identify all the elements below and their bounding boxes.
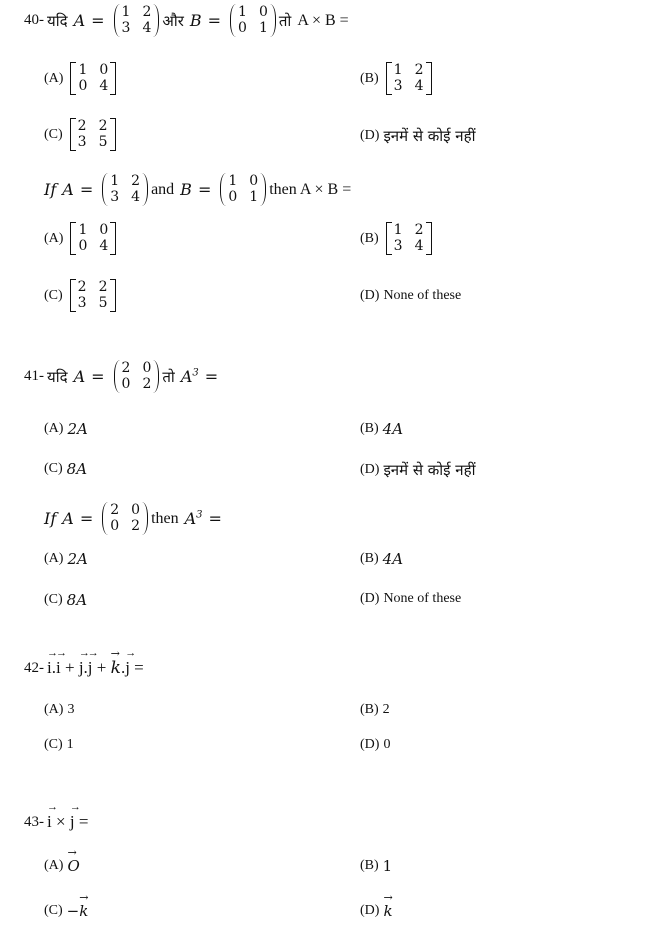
q41-option-a[interactable] (44, 420, 88, 438)
matrix-entry: 4 (99, 78, 109, 94)
q41-en-option-d[interactable] (360, 591, 461, 607)
matrix-body (108, 173, 142, 206)
option-label: (D) (360, 462, 380, 477)
question-number: 43- (24, 813, 44, 830)
matrix-entry: 3 (121, 20, 131, 36)
option-text: 1 (66, 737, 74, 752)
matrix-entry: 1 (393, 62, 403, 78)
hindi-then: तो (162, 367, 175, 386)
option-text: None of these (383, 591, 462, 606)
matrix-entry: 2 (131, 518, 141, 534)
matrix-entry: 1 (249, 189, 259, 205)
option-label: (D) (360, 288, 380, 303)
option-label: (C) (44, 903, 63, 918)
matrix-entry: 2 (414, 62, 424, 78)
option-label: (A) (44, 230, 64, 246)
question-number: 40- (24, 12, 44, 28)
matrix-entry: 0 (121, 376, 131, 392)
matrix-entry: 4 (99, 238, 109, 254)
question-number: 42- (24, 659, 44, 676)
matrix-entry: 1 (258, 20, 268, 36)
q40-en-option-d[interactable] (360, 288, 461, 304)
q40-en-option-a[interactable] (44, 222, 119, 255)
option-text: 8A (66, 460, 88, 478)
matrix-body (226, 173, 260, 206)
matrix-entry: 2 (131, 173, 141, 189)
q42-option-a[interactable] (44, 702, 74, 718)
matrix-entry: 0 (142, 360, 152, 376)
en-then: then (151, 509, 179, 527)
matrix-body (392, 222, 426, 255)
matrix-entry: 0 (78, 238, 88, 254)
var-a: A (73, 11, 86, 30)
q43-option-b[interactable] (360, 857, 392, 875)
option-text: इनमें से कोई नहीं (383, 127, 476, 145)
q40-en-option-b[interactable] (360, 222, 435, 255)
matrix-body (76, 118, 110, 151)
option-matrix (70, 118, 116, 151)
option-label: (D) (360, 903, 380, 918)
option-label: (B) (360, 551, 379, 566)
hindi-if: यदि (47, 367, 68, 386)
var-b: B (180, 180, 192, 199)
option-label: (D) (360, 591, 380, 606)
option-label: (A) (44, 421, 64, 436)
matrix-entry: 3 (77, 295, 87, 311)
option-text: 2A (67, 550, 88, 568)
option-label: (B) (360, 858, 379, 873)
option-label: (B) (360, 230, 379, 246)
option-label: (A) (44, 702, 64, 717)
option-label: (C) (44, 592, 63, 607)
matrix-b (220, 173, 266, 206)
matrix-b (230, 4, 276, 37)
option-text: 1 (382, 857, 393, 875)
a-cubed: $A^3$ (180, 367, 199, 386)
var-a: A (62, 509, 74, 528)
matrix-entry: 5 (98, 134, 108, 150)
option-matrix (70, 222, 116, 255)
q42-option-c[interactable] (44, 737, 74, 753)
matrix-entry: 1 (393, 222, 403, 238)
var-a: A (73, 367, 86, 386)
option-text: → k (383, 902, 392, 920)
matrix-entry: 3 (110, 189, 120, 205)
option-label: (D) (360, 128, 380, 143)
matrix-entry: 4 (142, 20, 152, 36)
matrix-entry: 0 (99, 222, 109, 238)
option-matrix (386, 62, 432, 95)
q43-option-a[interactable] (44, 857, 80, 875)
matrix-entry: 0 (258, 4, 268, 20)
matrix-body (76, 222, 110, 255)
matrix-entry: 0 (78, 78, 88, 94)
var-b: B (189, 11, 202, 30)
matrix-a (114, 360, 160, 393)
matrix-entry: 2 (77, 279, 87, 295)
matrix-entry: 0 (249, 173, 259, 189)
option-text: 3 (67, 702, 75, 717)
matrix-entry: 4 (414, 238, 424, 254)
matrix-entry: 0 (99, 62, 109, 78)
q41-en-option-a[interactable] (44, 550, 88, 568)
matrix-entry: 0 (238, 20, 247, 36)
matrix-entry: 2 (77, 118, 87, 134)
q40-english-stem: If A = 1 2 3 4 and B = 1 0 0 1 then A × B = (44, 173, 352, 205)
option-text: इनमें से कोई नहीं (383, 461, 476, 479)
q43-expression: → i × → j = (47, 812, 88, 832)
q42-option-d[interactable] (360, 737, 390, 753)
matrix-entry: 2 (414, 222, 424, 238)
q41-en-option-c[interactable] (44, 591, 87, 609)
matrix-entry: 1 (110, 173, 120, 189)
question-number: 41- (24, 368, 44, 384)
option-label: (C) (44, 461, 63, 476)
q40-hindi-stem: 40- यदि A = 1 2 3 4 और B = 1 0 0 1 तो A × B = (24, 4, 349, 36)
matrix-entry: 1 (228, 173, 238, 189)
hindi-and: और (162, 11, 184, 30)
q41-en-option-b[interactable] (360, 550, 403, 568)
option-label: (A) (44, 70, 64, 86)
matrix-entry: 1 (121, 4, 131, 20)
option-label: (C) (44, 126, 63, 142)
matrix-entry: 2 (110, 502, 120, 518)
q43-option-c[interactable] (44, 902, 88, 920)
matrix-entry: 2 (98, 118, 108, 134)
q41-english-stem: If A = 2 0 0 2 then $A^3$ = (44, 502, 222, 534)
q41-option-c[interactable] (44, 460, 87, 478)
option-text: 8A (66, 591, 88, 609)
matrix-entry: 5 (98, 295, 108, 311)
matrix-entry: 4 (414, 78, 424, 94)
matrix-entry: 0 (228, 189, 238, 205)
matrix-entry: 2 (142, 4, 152, 20)
q40-en-option-c[interactable] (44, 279, 119, 312)
en-then: then A × B = (269, 180, 352, 198)
option-label: (C) (44, 737, 63, 752)
matrix-body (120, 4, 154, 37)
q40-option-b[interactable] (360, 62, 435, 95)
option-text: → O (67, 857, 79, 875)
q42-expression: → i.→ i + → j.→ j + → k.→ j = (47, 658, 144, 678)
matrix-entry: 1 (238, 4, 247, 20)
option-text: 0 (383, 737, 391, 752)
en-if: If (44, 509, 57, 528)
matrix-entry: 2 (98, 279, 108, 295)
q41-option-b[interactable] (360, 420, 403, 438)
matrix-entry: 0 (131, 502, 141, 518)
option-sign: − (66, 902, 80, 920)
matrix-entry: 3 (77, 134, 87, 150)
a-cubed: $A^3$ (184, 509, 203, 528)
matrix-body (76, 279, 110, 312)
matrix-body (76, 62, 110, 95)
q41-hindi-stem: 41- यदि A = 2 0 0 2 तो $A^3$ = (24, 360, 219, 392)
matrix-body (120, 360, 154, 393)
matrix-entry: 1 (78, 62, 88, 78)
q40-option-c[interactable] (44, 118, 119, 151)
matrix-a (102, 173, 148, 206)
option-text: 2 (382, 702, 390, 717)
option-label: (B) (360, 702, 379, 717)
matrix-entry: 0 (110, 518, 120, 534)
q40-option-d[interactable] (360, 126, 476, 146)
matrix-a (102, 502, 148, 535)
en-and: and (151, 180, 175, 198)
matrix-entry: 3 (393, 238, 403, 254)
var-a: A (62, 180, 74, 199)
stem-tail: A × B = (297, 11, 349, 29)
option-matrix (70, 279, 116, 312)
option-label: (A) (44, 858, 64, 873)
matrix-entry: 2 (142, 376, 152, 392)
q43-stem (24, 812, 88, 832)
q42-stem (24, 658, 144, 678)
matrix-body (236, 4, 270, 37)
matrix-entry: 1 (78, 222, 88, 238)
hindi-then: तो (278, 11, 292, 30)
q40-option-a[interactable] (44, 62, 119, 95)
q41-option-d[interactable] (360, 460, 476, 480)
option-text: 4A (382, 420, 404, 438)
option-text: 4A (382, 550, 404, 568)
hindi-if: यदि (47, 11, 68, 30)
matrix-body (108, 502, 142, 535)
matrix-entry: 4 (131, 189, 141, 205)
option-label: (B) (360, 70, 379, 86)
option-text: 2A (67, 420, 88, 438)
option-label: (D) (360, 737, 380, 752)
option-matrix (70, 62, 116, 95)
option-text: → k (79, 902, 88, 920)
en-if: If (44, 180, 57, 199)
option-label: (C) (44, 287, 63, 303)
q42-option-b[interactable] (360, 702, 390, 718)
matrix-body (392, 62, 426, 95)
option-label: (A) (44, 551, 64, 566)
matrix-a (114, 4, 160, 37)
option-matrix (386, 222, 432, 255)
matrix-entry: 3 (393, 78, 403, 94)
q43-option-d[interactable] (360, 902, 393, 920)
option-label: (B) (360, 421, 379, 436)
matrix-entry: 2 (121, 360, 131, 376)
option-text: None of these (383, 288, 462, 303)
